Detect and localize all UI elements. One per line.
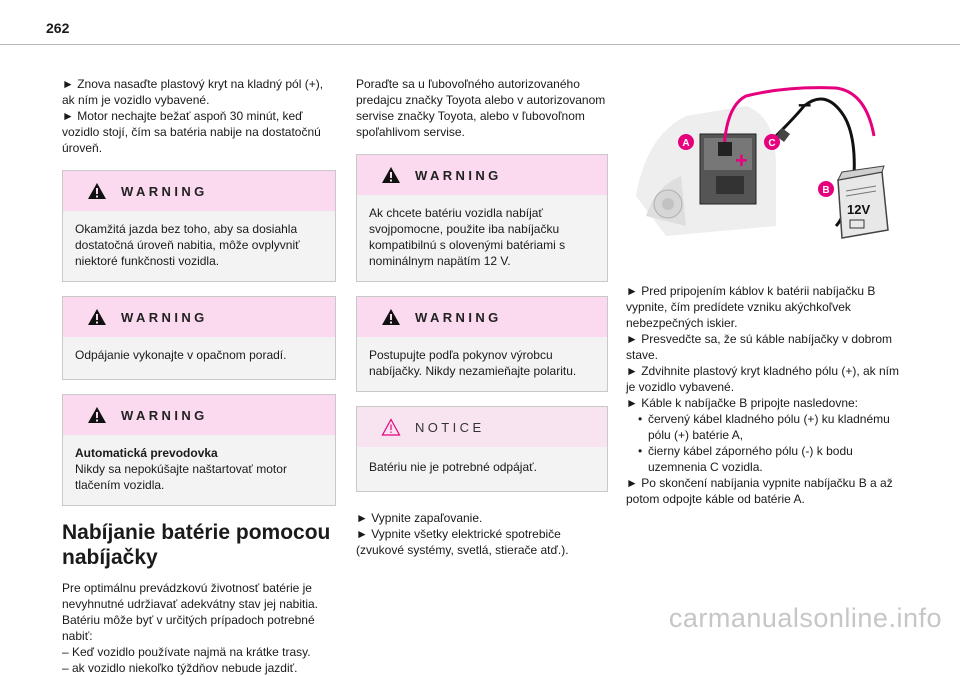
warning-triangle-icon — [87, 182, 107, 200]
warning-triangle-icon — [381, 308, 401, 326]
warning-title: WARNING — [121, 183, 208, 199]
steps-list — [356, 510, 608, 558]
notice-header — [357, 407, 607, 447]
instruction-step: ► Pred pripojením káblov k batérii nabíjačku B vypnite, čím predídete vzniku akýchkoľvek nebezpečných iskier. — [626, 284, 876, 330]
plus-sign: + — [735, 148, 748, 173]
dash-item: – Keď vozidlo používate najmä na krátke trasy. — [62, 645, 311, 659]
warning-triangle-icon — [381, 166, 401, 184]
warning-header — [63, 297, 335, 337]
dash-item: – ak vozidlo niekoľko týždňov nebude jazdiť. — [62, 661, 298, 675]
warning-box — [62, 394, 336, 506]
intro-line: ► Znova nasaďte plastový kryt na kladný pól (+), ak ním je vozidlo vybavené. — [62, 77, 324, 107]
warning-header — [63, 171, 335, 211]
warning-triangle-icon — [87, 406, 107, 424]
warning-triangle-icon — [87, 308, 107, 326]
column-2 — [356, 76, 608, 558]
warning-title: WARNING — [121, 309, 208, 325]
instructions-list — [626, 283, 908, 507]
notice-title: NOTICE — [415, 419, 485, 435]
notice-box — [356, 406, 608, 492]
minus-sign: – — [798, 91, 812, 118]
warning-text: Ak chcete batériu vozidla nabíjať svojpomocne, použite iba nabíjačku kompatibilnú s olovenými batériami s nominálnym napätím 12 V. — [369, 206, 566, 268]
intro-paragraph — [62, 76, 336, 156]
instruction-substep: • čierny kábel záporného pólu (-) k bodu uzemnenia C vozidla. — [626, 443, 908, 475]
warning-box — [62, 170, 336, 282]
section-paragraph: Pre optimálnu prevádzkovú životnosť batérie je nevyhnutné udržiavať adekvátny stav jej nabitia. Batériu môže byť v určitých prípadoch potrebné nabiť: — [62, 581, 318, 643]
dash-list — [62, 644, 336, 676]
column-1 — [62, 76, 336, 676]
warning-text: Odpájanie vykonajte v opačnom poradí. — [75, 348, 287, 362]
intro-line: ► Motor nechajte bežať aspoň 30 minút, keď vozidlo stojí, čím sa batéria nabije na dostatočnú úroveň. — [62, 109, 321, 155]
warning-box — [356, 296, 608, 392]
column-3 — [626, 76, 908, 507]
section-title: Nabíjanie batérie pomocou nabíjačky — [62, 521, 331, 569]
warning-header — [357, 155, 607, 195]
dealer-paragraph: Poraďte sa u ľubovoľného autorizovaného predajcu značky Toyota alebo v autorizovanom servise značky Toyota, alebo v ľubovoľnom spoľahlivom servise. — [356, 77, 606, 139]
warning-subtitle: Automatická prevodovka — [75, 446, 218, 460]
warning-box — [356, 154, 608, 282]
battery-charger-illustration — [626, 76, 902, 260]
instruction-substep: • červený kábel kladného pólu (+) ku kladnému pólu (+) batérie A, — [626, 411, 908, 443]
step-item: ► Vypnite zapaľovanie. — [356, 511, 483, 525]
notice-text: Batériu nie je potrebné odpájať. — [369, 460, 537, 474]
label-b: B — [822, 185, 830, 196]
notice-triangle-icon — [381, 418, 401, 436]
warning-title: WARNING — [121, 407, 208, 423]
instruction-step: ► Zdvihnite plastový kryt kladného pólu (+), ak ním je vozidlo vybavené. — [626, 364, 899, 394]
warning-text: Postupujte podľa pokynov výrobcu nabíjačky. Nikdy nezamieňajte polaritu. — [369, 348, 577, 378]
instruction-step: ► Presvedčte sa, že sú káble nabíjačky v dobrom stave. — [626, 332, 893, 362]
watermark-footer: carmanualsonline.info — [668, 603, 942, 633]
step-item: ► Vypnite všetky elektrické spotrebiče (zvukové systémy, svetlá, stierače atď.). — [356, 527, 569, 557]
warning-box — [62, 296, 336, 380]
page-number: 262 — [46, 20, 70, 36]
warning-text: Nikdy sa nepokúšajte naštartovať motor tlačením vozidla. — [75, 462, 287, 492]
charger-box — [838, 166, 888, 238]
warning-text: Okamžitá jazda bez toho, aby sa dosiahla dostatočná úroveň nabitia, môže ovplyvniť niektoré funkčnosti vozidla. — [75, 222, 300, 268]
instruction-step: ► Káble k nabíjačke B pripojte nasledovne: — [626, 396, 859, 410]
label-a: A — [682, 138, 690, 149]
warning-title: WARNING — [415, 309, 502, 325]
warning-header — [357, 297, 607, 337]
warning-header — [63, 395, 335, 435]
warning-body — [63, 435, 335, 505]
charger-voltage: 12V — [847, 202, 871, 217]
instruction-step: ► Po skončení nabíjania vypnite nabíjačku B a až potom odpojte káble od batérie A. — [626, 476, 893, 506]
label-c: C — [768, 138, 776, 149]
header-divider — [0, 44, 960, 45]
warning-title: WARNING — [415, 167, 502, 183]
